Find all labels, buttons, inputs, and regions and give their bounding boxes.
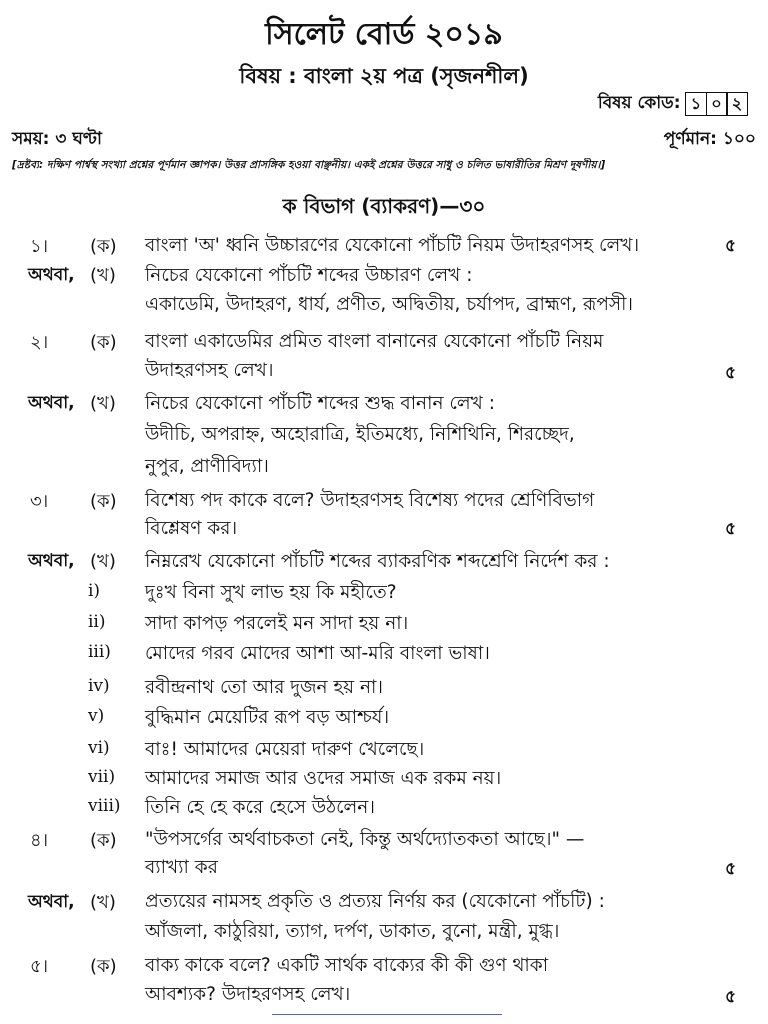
code-digit: ১ — [685, 92, 707, 116]
question-text: ব্যাখ্যা কর — [145, 857, 218, 878]
item-number: vii) — [88, 767, 116, 787]
bottom-rule — [272, 1014, 502, 1015]
item-number: iii) — [88, 642, 111, 662]
option-ka: (ক) — [90, 491, 117, 512]
question-text: বাক্য কাকে বলে? একটি সার্থক বাক্যের কী কী গুণ থাকা — [145, 955, 549, 976]
subject-line: বিষয় : বাংলা ২য় পত্র (সৃজনশীল) — [239, 64, 529, 88]
option-kha: (খ) — [90, 393, 116, 414]
question-text: উদীচি, অপরাহ্ন, অহোরাত্রি, ইতিমধ্যে, নিশিথিনি, শিরচ্ছেদ, — [145, 424, 575, 445]
question-mark: ৫ — [724, 519, 736, 539]
or-label: অথবা, — [28, 892, 75, 912]
question-mark: ৫ — [724, 859, 736, 879]
question-text: নিম্নরেখ যেকোনো পাঁচটি শব্দের ব্যাকরণিক শব্দশ্রেণি নির্দেশ কর : — [145, 551, 610, 572]
item-text: সাদা কাপড় পরলেই মন সাদা হয় না। — [145, 613, 409, 634]
question-number: ৪। — [30, 830, 49, 851]
question-number: ১। — [30, 236, 49, 257]
item-text: তিনি হে হে করে হেসে উঠলেন। — [145, 797, 375, 818]
item-text: মোদের গরব মোদের আশা আ-মরি বাংলা ভাষা। — [145, 643, 490, 664]
item-text: রবীন্দ্রনাথ তো আর দুজন হয় না। — [145, 677, 383, 698]
item-text: দুঃখ বিনা সুখ লাভ হয় কি মহীতে? — [145, 582, 397, 603]
or-label: অথবা, — [28, 265, 75, 285]
question-text: আঁজলা, কাঠুরিয়া, ত্যাগ, দর্পণ, ডাকাত, বুনো, মন্ত্রী, মুগ্ধ। — [145, 921, 560, 942]
full-marks: পূর্ণমান: ১০০ — [663, 129, 756, 149]
question-text: নুপুর, প্রাণীবিদ্যা। — [145, 456, 269, 477]
subject-code — [598, 90, 748, 118]
code-digit: ২ — [726, 92, 748, 116]
subject-code-label: বিষয় কোড: — [597, 93, 681, 113]
item-number: vi) — [88, 738, 110, 758]
question-text: একাডেমি, উদাহরণ, ধার্য, প্রণীত, অদ্বিতীয়, চর্যাপদ, ব্রাহ্মণ, রূপসী। — [145, 294, 634, 315]
exam-time: সময়: ৩ ঘণ্টা — [12, 129, 102, 149]
item-number: viii) — [88, 796, 121, 816]
option-kha: (খ) — [90, 551, 116, 572]
option-ka: (ক) — [90, 956, 117, 977]
question-number: ৩। — [30, 491, 49, 512]
question-text: বাংলা একাডেমির প্রমিত বাংলা বানানের যেকোনো পাঁচটি নিয়ম — [145, 331, 604, 352]
question-text: বিশেষ্য পদ কাকে বলে? উদাহরণসহ বিশেষ্য পদের শ্রেণিবিভাগ — [145, 490, 595, 511]
question-number: ৫। — [30, 956, 49, 977]
question-text: প্রত্যয়ের নামসহ প্রকৃতি ও প্রত্যয় নির্ণয় কর (যেকোনো পাঁচটি) : — [145, 891, 605, 912]
item-text: বুদ্ধিমান মেয়েটির রূপ বড় আশ্চর্য। — [145, 707, 390, 728]
question-mark: ৫ — [724, 363, 736, 383]
option-kha: (খ) — [90, 265, 116, 286]
option-ka: (ক) — [90, 236, 117, 257]
option-ka: (ক) — [90, 830, 117, 851]
code-digit: ০ — [706, 92, 728, 116]
option-kha: (খ) — [90, 892, 116, 913]
question-mark: ৫ — [724, 987, 736, 1007]
question-text: বিশ্লেষণ কর। — [145, 518, 238, 539]
exam-title: সিলেট বোর্ড ২০১৯ — [265, 17, 503, 52]
question-text: বাংলা 'অ' ধ্বনি উচ্চারণের যেকোনো পাঁচটি নিয়ম উদাহরণসহ লেখ। — [145, 235, 640, 256]
item-number: iv) — [88, 676, 110, 696]
question-number: ২। — [30, 332, 49, 353]
option-ka: (ক) — [90, 332, 117, 353]
item-number: i) — [88, 581, 101, 601]
item-text: বাঃ! আমাদের মেয়েরা দারুণ খেলেছে। — [145, 739, 425, 760]
question-mark: ৫ — [724, 236, 736, 256]
instruction-note: [দ্রষ্টব্য: দক্ষিণ পার্শ্বস্থ সংখ্যা প্রশ্নের পূর্ণমান জ্ঞাপক। উত্তর প্রাসঙ্গিক হওয়া বাঞ্ছনীয়। একই প্রশ্নের উত্তরে সাধু ও চলিত ভাষারীতির মিশ্রণ দূষণীয়।] — [12, 159, 606, 171]
question-text: আবশ্যক? উদাহরণসহ লেখ। — [145, 984, 351, 1005]
question-text: উদাহরণসহ লেখ। — [145, 360, 274, 381]
item-text: আমাদের সমাজ আর ওদের সমাজ এক রকম নয়। — [145, 768, 502, 789]
item-number: v) — [88, 706, 105, 726]
or-label: অথবা, — [28, 393, 75, 413]
question-text: "উপসর্গের অর্থবাচকতা নেই, কিন্তু অর্থদ্যোতকতা আছে।" — — [145, 829, 585, 850]
section-heading: ক বিভাগ (ব্যাকরণ)—৩০ — [282, 194, 486, 218]
question-text: নিচের যেকোনো পাঁচটি শব্দের উচ্চারণ লেখ : — [145, 265, 473, 286]
question-text: নিচের যেকোনো পাঁচটি শব্দের শুদ্ধ বানান লেখ : — [145, 393, 495, 414]
item-number: ii) — [88, 612, 106, 632]
or-label: অথবা, — [28, 551, 75, 571]
